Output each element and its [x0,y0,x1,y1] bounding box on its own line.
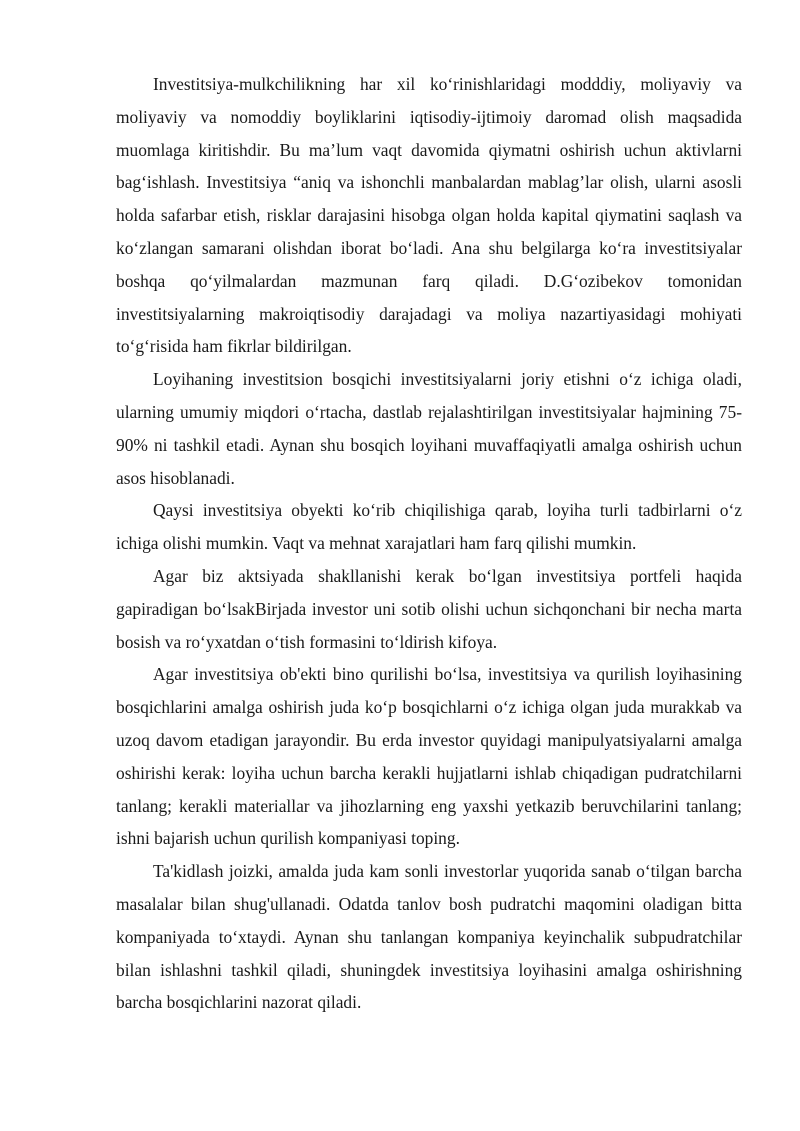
document-body [116,68,742,1019]
paragraph-investment-stage: Loyihaning investitsion bosqichi investitsiyalarni joriy etishni o‘z ichiga oladi, ularning umumiy miqdori o‘rtacha, dastlab rejalashtirilgan investitsiyalar hajmining 75-90% ni tashkil etadi. Aynan shu bosqich loyihani muvaffaqiyatli amalga oshirish uchun asos hisoblanadi. [116,369,742,488]
paragraph-investment-definition: Investitsiya-mulkchilikning har xil ko‘rinishlaridagi modddiy, moliyaviy va moliyaviy va nomoddiy boyliklarini iqtisodiy-ijtimoiy daromad olish maqsadida muomlaga kiritishdir. Bu ma’lum vaqt davomida qiymatni oshirish uchun aktivlarni bag‘ishlash. Investitsiya “aniq va ishonchli manbalardan mablag’lar olish, ularni asosli holda safarbar etish, risklar darajasini hisobga olgan holda kapital qiymatini saqlash va ko‘zlangan samarani olishdan iborat bo‘ladi. Ana shu belgilarga ko‘ra investitsiyalar boshqa qo‘yilmalardan mazmunan farq qiladi. D.G‘ozibekov tomonidan investitsiyalarning makroiqtisodiy darajadagi va moliya nazartiyasidagi mohiyati to‘g‘risida ham fikrlar bildirilgan. [116,74,742,357]
paragraph-investment-portfolio: Agar biz aktsiyada shakllanishi kerak bo‘lgan investitsiya portfeli haqida gapiradigan bo‘lsakBirjada investor uni sotib olishi uchun sichqonchani bir necha marta bosish va ro‘yxatdan o‘tish formasini to‘ldirish kifoya. [116,565,742,652]
paragraph-construction-project: Agar investitsiya ob'ekti bino qurilishi bo‘lsa, investitsiya va qurilish loyihasining bosqichlarini amalga oshirish juda ko‘p bosqichlarni o‘z ichiga olgan juda murakkab va uzoq davom etadigan jarayondir. Bu erda investor quyidagi manipulyatsiyalarni amalga oshirishi kerak: loyiha uchun barcha kerakli hujjatlarni ishlab chiqadigan pudratchilarni tanlang; kerakli materiallar va jihozlarning eng yaxshi yetkazib beruvchilarini tanlang; ishni bajarish uchun qurilish kompaniyasi toping. [116,664,742,849]
paragraph-general-contractor: Ta'kidlash joizki, amalda juda kam sonli investorlar yuqorida sanab o‘tilgan barcha masalalar bilan shug'ullanadi. Odatda tanlov bosh pudratchi maqomini oladigan bitta kompaniyada to‘xtaydi. Aynan shu tanlangan kompaniya keyinchalik subpudratchilar bilan ishlashni tashkil qiladi, shuningdek investitsiya loyihasini amalga oshirishning barcha bosqichlarini nazorat qiladi. [116,861,742,1013]
paragraph-investment-object: Qaysi investitsiya obyekti ko‘rib chiqilishiga qarab, loyiha turli tadbirlarni o‘z ichiga olishi mumkin. Vaqt va mehnat xarajatlari ham farq qilishi mumkin. [116,500,742,554]
